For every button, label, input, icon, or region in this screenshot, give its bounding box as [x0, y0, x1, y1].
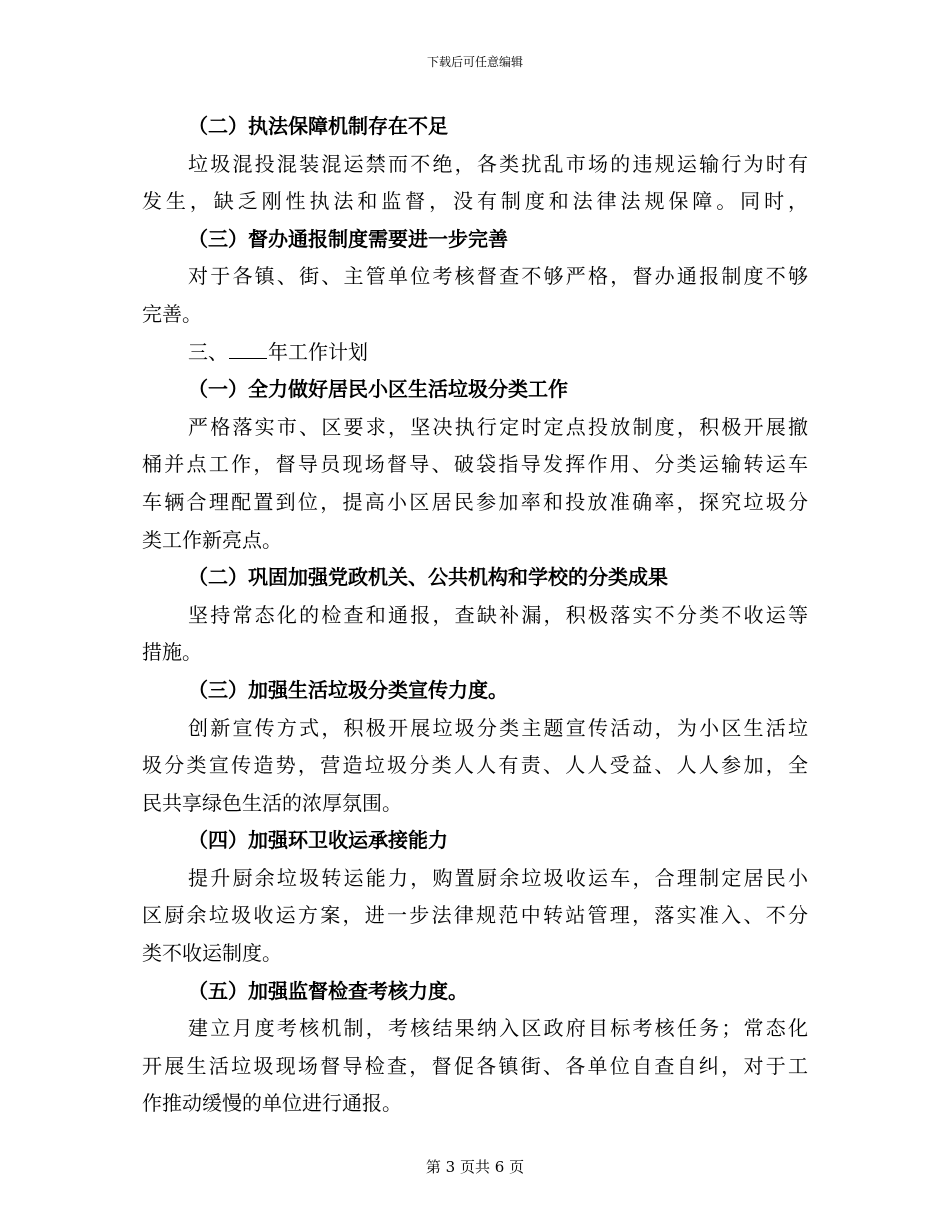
paragraph-line: 类不收运制度。 [142, 941, 282, 966]
paragraph-line: 措施。 [142, 640, 202, 665]
section-heading: （五）加强监督检查考核力度。 [188, 978, 468, 1003]
section-heading: （四）加强环卫收运承接能力 [188, 828, 448, 853]
paragraph-line: 桶并点工作，督导员现场督导、破袋指导发挥作用、分类运输转运车 [142, 452, 808, 477]
section-heading: （二）执法保障机制存在不足 [188, 114, 448, 138]
paragraph-line: 对于各镇、街、主管单位考核督查不够严格，督办通报制度不够 [188, 264, 808, 289]
paragraph-line: 开展生活垃圾现场督导检查，督促各镇街、各单位自查自纠，对于工 [142, 1053, 808, 1078]
year-blank [229, 340, 267, 359]
chapter-number: 三、 [188, 339, 228, 364]
paragraph-line: 坚持常态化的检查和通报，查缺补漏，积极落实不分类不收运等 [188, 602, 808, 627]
chapter-title: 年工作计划 [268, 339, 368, 364]
paragraph-line: 严格落实市、区要求，坚决执行定时定点投放制度，积极开展撤 [188, 414, 808, 439]
section-heading: （一）全力做好居民小区生活垃圾分类工作 [188, 377, 568, 402]
paragraph-line: 完善。 [142, 301, 202, 326]
document-body [142, 108, 808, 1123]
paragraph-line: 创新宣传方式，积极开展垃圾分类主题宣传活动，为小区生活垃 [188, 715, 808, 740]
paragraph-line: 车辆合理配置到位，提高小区居民参加率和投放准确率，探究垃圾分 [142, 489, 808, 514]
paragraph-line: 圾分类宣传造势，营造垃圾分类人人有责、人人受益、人人参加，全 [142, 753, 808, 778]
page-footer: 第 3 页共 6 页 [425, 1158, 525, 1176]
paragraph-line: 作推动缓慢的单位进行通报。 [142, 1091, 402, 1116]
paragraph-line: 类工作新亮点。 [142, 527, 282, 552]
section-heading: （三）督办通报制度需要进一步完善 [188, 226, 508, 251]
paragraph-line: 民共享绿色生活的浓厚氛围。 [142, 790, 402, 815]
paragraph-line: 发生，缺乏刚性执法和监督，没有制度和法律法规保障。同时， [142, 189, 808, 214]
paragraph-line: 提升厨余垃圾转运能力，购置厨余垃圾收运车，合理制定居民小 [188, 865, 808, 890]
page-header: 下载后可任意编辑 [426, 55, 523, 69]
section-heading: （二）巩固加强党政机关、公共机构和学校的分类成果 [188, 565, 668, 590]
paragraph-line: 建立月度考核机制，考核结果纳入区政府目标考核任务；常态化 [188, 1016, 808, 1041]
paragraph-line: 区厨余垃圾收运方案，进一步法律规范中转站管理，落实准入、不分 [142, 903, 808, 928]
paragraph-line: 垃圾混投混装混运禁而不绝，各类扰乱市场的违规运输行为时有 [188, 151, 808, 176]
chapter-heading [142, 334, 808, 372]
section-heading: （三）加强生活垃圾分类宣传力度。 [188, 677, 508, 702]
